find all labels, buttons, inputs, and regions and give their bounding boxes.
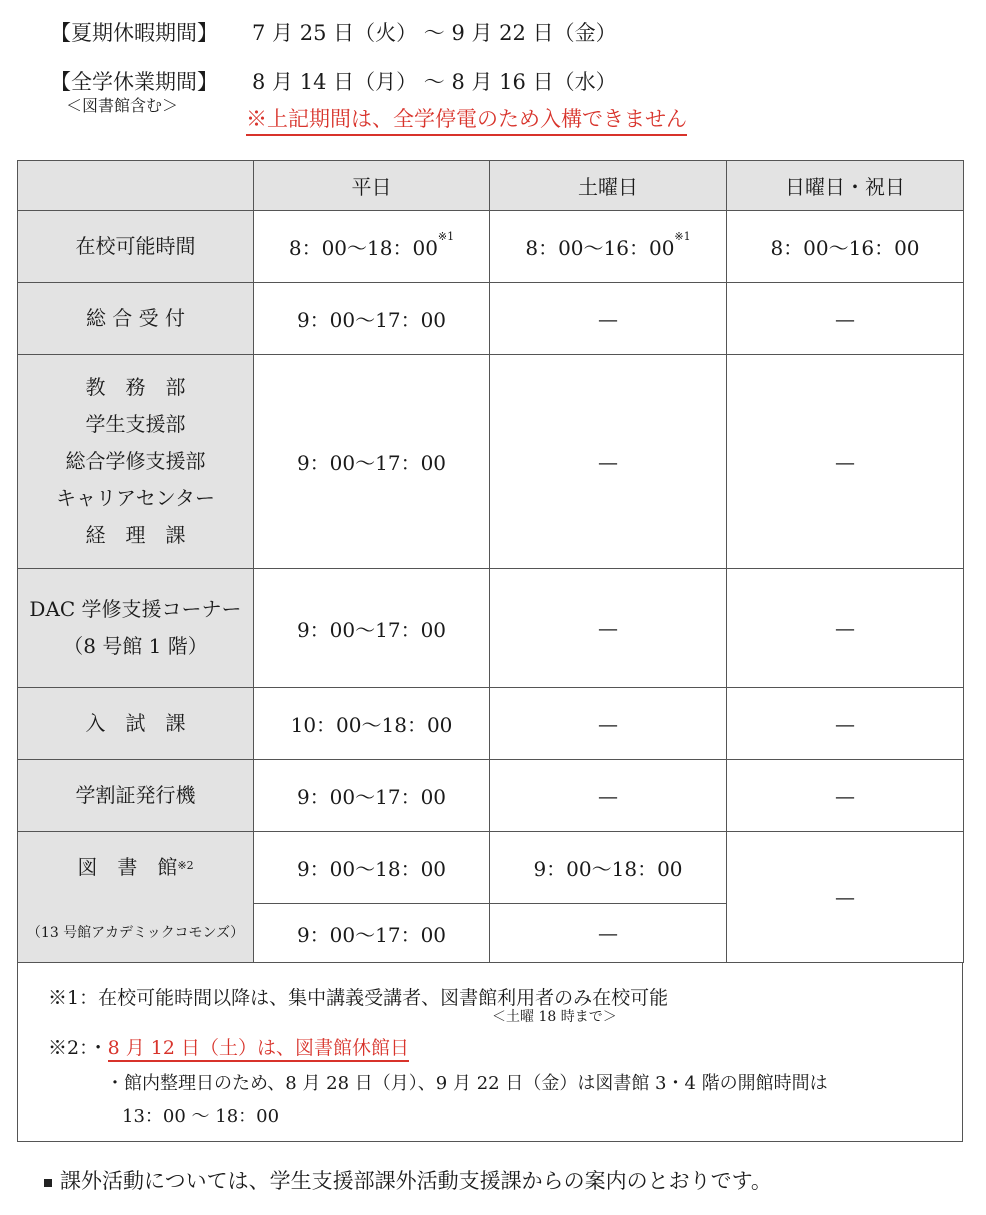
table-row — [18, 760, 964, 832]
row-label: 在校可能時間 — [18, 211, 254, 283]
weekday-hours: 10：00〜18：00 — [254, 688, 490, 760]
column-header-sunday-holiday: 日曜日・祝日 — [727, 161, 964, 211]
sunday-hours: — — [727, 832, 964, 963]
row-label-line: 経 理 課 — [85, 523, 186, 547]
summer-break-dates: 7 月 25 日（火） 〜 9 月 22 日（金） — [252, 21, 617, 45]
saturday-hours: — — [490, 688, 727, 760]
saturday-hours: — — [490, 283, 727, 355]
sunday-hours: — — [727, 688, 964, 760]
weekday-hours: 9：00〜17：00 — [254, 569, 490, 688]
weekday-hours: 9：00〜17：00 — [254, 904, 490, 963]
table-row — [18, 283, 964, 355]
column-header-saturday: 土曜日 — [490, 161, 727, 211]
university-closure-label: 【全学休業期間】 — [50, 70, 218, 94]
footnote-marker: ※2 — [177, 859, 194, 873]
weekday-hours: 9：00〜17：00 — [254, 760, 490, 832]
table-row — [18, 211, 964, 283]
footnote-1-sub: ＜土曜 18 時まで＞ — [492, 1009, 617, 1025]
table-row — [18, 355, 964, 569]
column-header-weekday: 平日 — [254, 161, 490, 211]
footnote-marker: ※1 — [437, 230, 455, 243]
table-row — [18, 688, 964, 760]
library-label: 図 書 館 — [77, 855, 178, 880]
saturday-hours — [490, 211, 727, 283]
footnotes-box — [17, 963, 963, 1142]
row-label: 総 合 受 付 — [18, 283, 254, 355]
extracurricular-notice — [44, 1165, 772, 1195]
schedule-table — [17, 160, 964, 963]
saturday-hours: — — [490, 760, 727, 832]
row-label-line: （8 号館 1 階） — [63, 634, 208, 658]
row-label: 入 試 課 — [18, 688, 254, 760]
weekday-hours-value: 8：00〜18：00 — [288, 236, 438, 260]
row-label: （13 号館アカデミックコモンズ） — [18, 904, 254, 963]
row-label-line: 教 務 部 — [85, 375, 186, 399]
weekday-hours: 9：00〜17：00 — [254, 355, 490, 569]
saturday-hours: — — [490, 569, 727, 688]
footnote-2-prefix: ※2：・ — [48, 1037, 108, 1059]
extracurricular-notice-text: 課外活動については、学生支援部課外活動支援課からの案内のとおりです。 — [60, 1169, 772, 1193]
footnote-2-line-3: 13：00 〜 18：00 — [122, 1106, 280, 1127]
sunday-hours: — — [727, 283, 964, 355]
closure-warning: ※上記期間は、全学停電のため入構できません — [246, 103, 687, 136]
row-label — [18, 355, 254, 569]
header-empty-cell — [18, 161, 254, 211]
footnote-2-line-2: ・館内整理日のため、8 月 28 日（月）、9 月 22 日（金）は図書館 3・4 階の開館時間は — [106, 1073, 828, 1094]
table-row — [18, 832, 964, 904]
sunday-hours: — — [727, 760, 964, 832]
saturday-hours: 9：00〜18：00 — [490, 832, 727, 904]
row-label-line: キャリアセンター — [56, 486, 215, 510]
sunday-hours: — — [727, 355, 964, 569]
weekday-hours: 9：00〜17：00 — [254, 283, 490, 355]
row-label-line: 総合学修支援部 — [65, 449, 206, 473]
library-closed-notice: 8 月 12 日（土）は、図書館休館日 — [108, 1037, 409, 1062]
closure-includes-library: ＜図書館含む＞ — [66, 96, 179, 115]
table-header-row — [18, 161, 964, 211]
footnote-2 — [48, 1033, 409, 1060]
sunday-hours: — — [727, 569, 964, 688]
saturday-hours: — — [490, 904, 727, 963]
footnote-1: ※1：在校可能時間以降は、集中講義受講者、図書館利用者のみ在校可能 — [48, 987, 669, 1009]
row-label — [18, 832, 254, 904]
row-label: 学割証発行機 — [18, 760, 254, 832]
square-bullet-icon — [44, 1179, 52, 1187]
row-label-line: 学生支援部 — [85, 412, 186, 436]
weekday-hours: 9：00〜18：00 — [254, 832, 490, 904]
weekday-hours — [254, 211, 490, 283]
footnote-marker: ※1 — [674, 230, 691, 243]
sunday-hours: 8：00〜16：00 — [727, 211, 964, 283]
university-closure-dates: 8 月 14 日（月） 〜 8 月 16 日（水） — [252, 70, 617, 94]
saturday-hours: — — [490, 355, 727, 569]
summer-break-label: 【夏期休暇期間】 — [50, 21, 218, 45]
row-label-line: DAC 学修支援コーナー — [29, 597, 242, 621]
table-row — [18, 569, 964, 688]
row-label — [18, 569, 254, 688]
saturday-hours-value: 8：00〜16：00 — [525, 236, 675, 260]
